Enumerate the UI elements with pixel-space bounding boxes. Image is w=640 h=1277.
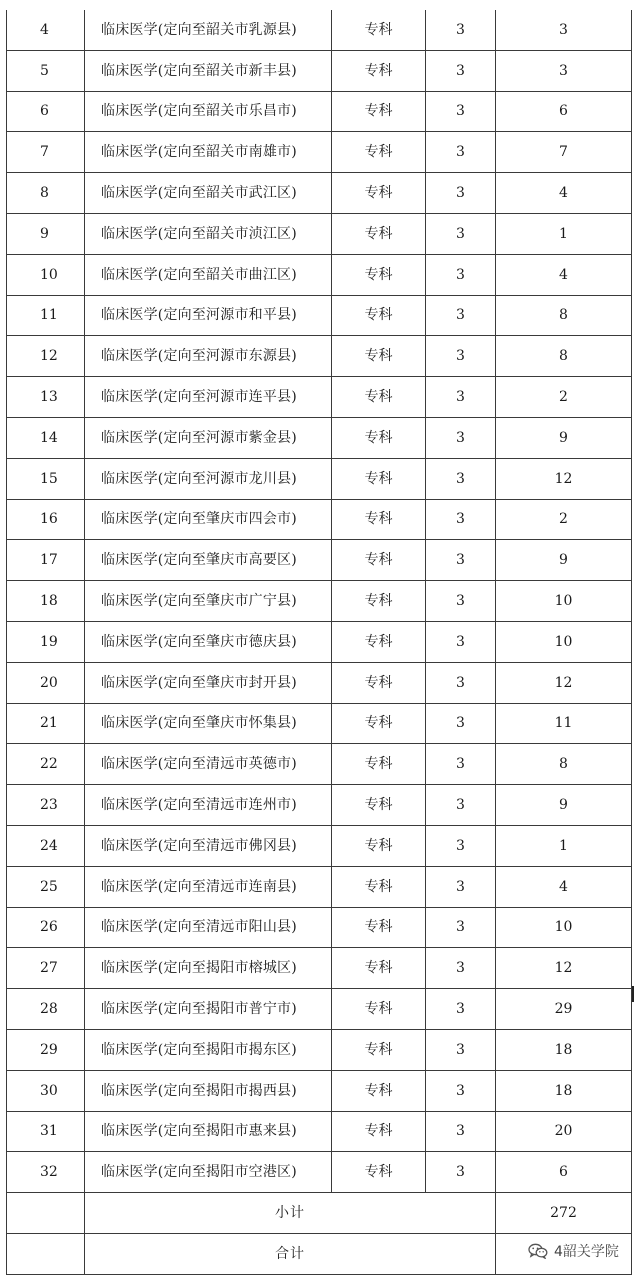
quota-count-cell: 10 xyxy=(496,581,632,622)
table-row xyxy=(7,1070,632,1111)
education-level-cell: 专科 xyxy=(332,1070,426,1111)
table-row xyxy=(7,213,632,254)
row-number-cell: 24 xyxy=(7,825,85,866)
quota-count-cell: 1 xyxy=(496,825,632,866)
education-level-cell: 专科 xyxy=(332,621,426,662)
study-years-cell: 3 xyxy=(426,173,496,214)
text-cursor xyxy=(632,986,634,1002)
major-name-cell: 临床医学(定向至揭阳市揭东区) xyxy=(85,1029,332,1070)
quota-count-cell: 4 xyxy=(496,254,632,295)
education-level-cell: 专科 xyxy=(332,377,426,418)
major-name-cell: 临床医学(定向至肇庆市德庆县) xyxy=(85,621,332,662)
enrollment-quota-table xyxy=(6,10,632,1275)
row-number-cell: 25 xyxy=(7,866,85,907)
quota-count-cell: 10 xyxy=(496,621,632,662)
major-name-cell: 临床医学(定向至清远市连州市) xyxy=(85,785,332,826)
study-years-cell: 3 xyxy=(426,458,496,499)
subtotal-label: 小计 xyxy=(85,1193,496,1234)
education-level-cell: 专科 xyxy=(332,540,426,581)
education-level-cell: 专科 xyxy=(332,989,426,1030)
study-years-cell: 3 xyxy=(426,499,496,540)
education-level-cell: 专科 xyxy=(332,1111,426,1152)
row-number-cell: 26 xyxy=(7,907,85,948)
table-row xyxy=(7,91,632,132)
total-label: 合计 xyxy=(85,1233,496,1274)
education-level-cell: 专科 xyxy=(332,499,426,540)
education-level-cell: 专科 xyxy=(332,703,426,744)
education-level-cell: 专科 xyxy=(332,91,426,132)
table-row xyxy=(7,948,632,989)
study-years-cell: 3 xyxy=(426,417,496,458)
education-level-cell: 专科 xyxy=(332,336,426,377)
table-row xyxy=(7,907,632,948)
quota-count-cell: 8 xyxy=(496,295,632,336)
study-years-cell: 3 xyxy=(426,825,496,866)
major-name-cell: 临床医学(定向至韶关市浈江区) xyxy=(85,213,332,254)
table-row xyxy=(7,132,632,173)
study-years-cell: 3 xyxy=(426,866,496,907)
study-years-cell: 3 xyxy=(426,295,496,336)
education-level-cell: 专科 xyxy=(332,825,426,866)
subtotal-row xyxy=(7,1193,632,1234)
major-name-cell: 临床医学(定向至肇庆市封开县) xyxy=(85,662,332,703)
table-row xyxy=(7,458,632,499)
watermark-text: 4韶关学院 xyxy=(554,1244,619,1260)
study-years-cell: 3 xyxy=(426,662,496,703)
major-name-cell: 临床医学(定向至河源市龙川县) xyxy=(85,458,332,499)
study-years-cell: 3 xyxy=(426,540,496,581)
quota-count-cell: 9 xyxy=(496,417,632,458)
major-name-cell: 临床医学(定向至揭阳市榕城区) xyxy=(85,948,332,989)
row-number-cell: 15 xyxy=(7,458,85,499)
table-row xyxy=(7,254,632,295)
study-years-cell: 3 xyxy=(426,10,496,50)
major-name-cell: 临床医学(定向至河源市东源县) xyxy=(85,336,332,377)
row-number-cell: 29 xyxy=(7,1029,85,1070)
quota-count-cell: 6 xyxy=(496,1152,632,1193)
major-name-cell: 临床医学(定向至肇庆市怀集县) xyxy=(85,703,332,744)
major-name-cell: 临床医学(定向至清远市英德市) xyxy=(85,744,332,785)
row-number-cell: 14 xyxy=(7,417,85,458)
quota-count-cell: 9 xyxy=(496,785,632,826)
table-row xyxy=(7,1111,632,1152)
major-name-cell: 临床医学(定向至肇庆市高要区) xyxy=(85,540,332,581)
row-number-cell: 28 xyxy=(7,989,85,1030)
table-row xyxy=(7,50,632,91)
table-row xyxy=(7,540,632,581)
row-number-cell: 5 xyxy=(7,50,85,91)
major-name-cell: 临床医学(定向至肇庆市广宁县) xyxy=(85,581,332,622)
quota-count-cell: 11 xyxy=(496,703,632,744)
row-number-cell: 20 xyxy=(7,662,85,703)
major-name-cell: 临床医学(定向至韶关市乳源县) xyxy=(85,10,332,50)
study-years-cell: 3 xyxy=(426,91,496,132)
study-years-cell: 3 xyxy=(426,1029,496,1070)
row-number-cell: 6 xyxy=(7,91,85,132)
education-level-cell: 专科 xyxy=(332,295,426,336)
quota-count-cell: 29 xyxy=(496,989,632,1030)
major-name-cell: 临床医学(定向至河源市连平县) xyxy=(85,377,332,418)
wechat-icon xyxy=(528,1243,548,1259)
quota-count-cell: 18 xyxy=(496,1029,632,1070)
major-name-cell: 临床医学(定向至韶关市新丰县) xyxy=(85,50,332,91)
table-row xyxy=(7,377,632,418)
study-years-cell: 3 xyxy=(426,785,496,826)
quota-count-cell: 3 xyxy=(496,10,632,50)
row-number-cell: 31 xyxy=(7,1111,85,1152)
study-years-cell: 3 xyxy=(426,703,496,744)
table-row xyxy=(7,989,632,1030)
table-row xyxy=(7,417,632,458)
quota-count-cell: 8 xyxy=(496,336,632,377)
row-number-cell: 16 xyxy=(7,499,85,540)
quota-count-cell: 2 xyxy=(496,499,632,540)
quota-count-cell: 18 xyxy=(496,1070,632,1111)
major-name-cell: 临床医学(定向至清远市阳山县) xyxy=(85,907,332,948)
education-level-cell: 专科 xyxy=(332,417,426,458)
study-years-cell: 3 xyxy=(426,50,496,91)
study-years-cell: 3 xyxy=(426,1152,496,1193)
education-level-cell: 专科 xyxy=(332,866,426,907)
row-number-cell: 10 xyxy=(7,254,85,295)
quota-count-cell: 12 xyxy=(496,458,632,499)
empty-cell xyxy=(7,1233,85,1274)
quota-count-cell: 4 xyxy=(496,866,632,907)
row-number-cell: 13 xyxy=(7,377,85,418)
education-level-cell: 专科 xyxy=(332,1029,426,1070)
quota-count-cell: 9 xyxy=(496,540,632,581)
quota-count-cell: 4 xyxy=(496,173,632,214)
study-years-cell: 3 xyxy=(426,581,496,622)
major-name-cell: 临床医学(定向至河源市和平县) xyxy=(85,295,332,336)
row-number-cell: 11 xyxy=(7,295,85,336)
major-name-cell: 临床医学(定向至肇庆市四会市) xyxy=(85,499,332,540)
row-number-cell: 18 xyxy=(7,581,85,622)
row-number-cell: 30 xyxy=(7,1070,85,1111)
major-name-cell: 临床医学(定向至韶关市曲江区) xyxy=(85,254,332,295)
quota-count-cell: 6 xyxy=(496,91,632,132)
quota-count-cell: 7 xyxy=(496,132,632,173)
table-body xyxy=(7,10,632,1274)
study-years-cell: 3 xyxy=(426,907,496,948)
row-number-cell: 7 xyxy=(7,132,85,173)
table-row xyxy=(7,10,632,50)
table-row xyxy=(7,499,632,540)
table-row xyxy=(7,785,632,826)
row-number-cell: 9 xyxy=(7,213,85,254)
major-name-cell: 临床医学(定向至清远市连南县) xyxy=(85,866,332,907)
quota-count-cell: 12 xyxy=(496,948,632,989)
education-level-cell: 专科 xyxy=(332,213,426,254)
subtotal-count: 272 xyxy=(496,1193,632,1234)
major-name-cell: 临床医学(定向至韶关市武江区) xyxy=(85,173,332,214)
major-name-cell: 临床医学(定向至揭阳市惠来县) xyxy=(85,1111,332,1152)
education-level-cell: 专科 xyxy=(332,10,426,50)
empty-cell xyxy=(7,1193,85,1234)
education-level-cell: 专科 xyxy=(332,662,426,703)
table-row xyxy=(7,662,632,703)
study-years-cell: 3 xyxy=(426,1111,496,1152)
quota-count-cell: 20 xyxy=(496,1111,632,1152)
table-row xyxy=(7,703,632,744)
table-row xyxy=(7,744,632,785)
major-name-cell: 临床医学(定向至河源市紫金县) xyxy=(85,417,332,458)
education-level-cell: 专科 xyxy=(332,458,426,499)
quota-count-cell: 2 xyxy=(496,377,632,418)
table-row xyxy=(7,866,632,907)
row-number-cell: 4 xyxy=(7,10,85,50)
major-name-cell: 临床医学(定向至揭阳市普宁市) xyxy=(85,989,332,1030)
study-years-cell: 3 xyxy=(426,213,496,254)
study-years-cell: 3 xyxy=(426,948,496,989)
education-level-cell: 专科 xyxy=(332,581,426,622)
study-years-cell: 3 xyxy=(426,377,496,418)
table-row xyxy=(7,336,632,377)
education-level-cell: 专科 xyxy=(332,173,426,214)
major-name-cell: 临床医学(定向至韶关市南雄市) xyxy=(85,132,332,173)
table-row xyxy=(7,621,632,662)
row-number-cell: 12 xyxy=(7,336,85,377)
quota-count-cell: 8 xyxy=(496,744,632,785)
study-years-cell: 3 xyxy=(426,336,496,377)
education-level-cell: 专科 xyxy=(332,132,426,173)
major-name-cell: 临床医学(定向至揭阳市空港区) xyxy=(85,1152,332,1193)
quota-count-cell: 10 xyxy=(496,907,632,948)
study-years-cell: 3 xyxy=(426,132,496,173)
table-row xyxy=(7,173,632,214)
study-years-cell: 3 xyxy=(426,1070,496,1111)
table-row xyxy=(7,1152,632,1193)
row-number-cell: 21 xyxy=(7,703,85,744)
wechat-watermark xyxy=(524,1240,623,1262)
row-number-cell: 8 xyxy=(7,173,85,214)
table-row xyxy=(7,295,632,336)
table-row xyxy=(7,825,632,866)
row-number-cell: 32 xyxy=(7,1152,85,1193)
table-row xyxy=(7,581,632,622)
major-name-cell: 临床医学(定向至韶关市乐昌市) xyxy=(85,91,332,132)
study-years-cell: 3 xyxy=(426,744,496,785)
row-number-cell: 23 xyxy=(7,785,85,826)
education-level-cell: 专科 xyxy=(332,948,426,989)
major-name-cell: 临床医学(定向至清远市佛冈县) xyxy=(85,825,332,866)
major-name-cell: 临床医学(定向至揭阳市揭西县) xyxy=(85,1070,332,1111)
table-row xyxy=(7,1029,632,1070)
study-years-cell: 3 xyxy=(426,989,496,1030)
quota-count-cell: 1 xyxy=(496,213,632,254)
education-level-cell: 专科 xyxy=(332,744,426,785)
quota-count-cell: 3 xyxy=(496,50,632,91)
row-number-cell: 27 xyxy=(7,948,85,989)
quota-count-cell: 12 xyxy=(496,662,632,703)
education-level-cell: 专科 xyxy=(332,50,426,91)
study-years-cell: 3 xyxy=(426,254,496,295)
education-level-cell: 专科 xyxy=(332,1152,426,1193)
row-number-cell: 19 xyxy=(7,621,85,662)
row-number-cell: 22 xyxy=(7,744,85,785)
education-level-cell: 专科 xyxy=(332,785,426,826)
education-level-cell: 专科 xyxy=(332,254,426,295)
row-number-cell: 17 xyxy=(7,540,85,581)
study-years-cell: 3 xyxy=(426,621,496,662)
education-level-cell: 专科 xyxy=(332,907,426,948)
